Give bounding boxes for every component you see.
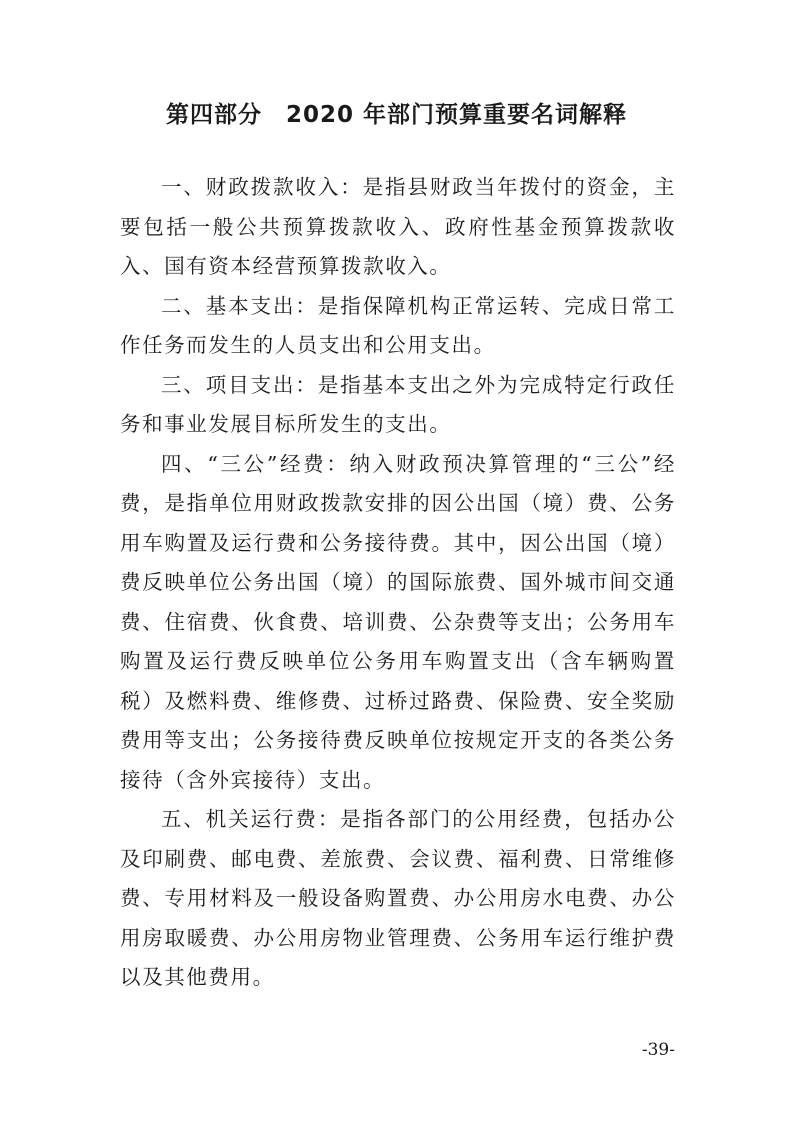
paragraph-basic-expenditure: 二、基本支出：是指保障机构正常运转、完成日常工作任务而发生的人员支出和公用支出。 <box>120 293 676 357</box>
page-number: -39- <box>641 1040 675 1060</box>
paragraph-three-public-expenses: 四、“三公”经费：纳入财政预决算管理的“三公”经费，是指单位用财政拨款安排的因公出国（境）费、公务用车购置及运行费和公务接待费。其中，因公出国（境）费反映单位公务出国（境）的国际旅费、国外城市间交通费、住宿费、伙食费、培训费、公杂费等支出；公务用车购置及运行费反映单位公务用车购置支出（含车辆购置税）及燃料费、维修费、过桥过路费、保险费、安全奖励费用等支出；公务接待费反映单位按规定开支的各类公务接待（含外宾接待）支出。 <box>120 451 676 792</box>
paragraph-agency-operating-expenses: 五、机关运行费：是指各部门的公用经费，包括办公及印刷费、邮电费、差旅费、会议费、福利费、日常维修费、专用材料及一般设备购置费、办公用房水电费、办公用房取暖费、办公用房物业管理费、公务用车运行维护费以及其他费用。 <box>120 807 676 989</box>
paragraph-fiscal-appropriation-income: 一、财政拨款收入：是指县财政当年拨付的资金，主要包括一般公共预算拨款收入、政府性基金预算拨款收入、国有资本经营预算拨款收入。 <box>120 175 676 278</box>
page-title: 第四部分 2020 年部门预算重要名词解释 <box>165 102 628 128</box>
paragraph-project-expenditure: 三、项目支出：是指基本支出之外为完成特定行政任务和事业发展目标所发生的支出。 <box>120 372 676 436</box>
document-body <box>120 168 676 998</box>
